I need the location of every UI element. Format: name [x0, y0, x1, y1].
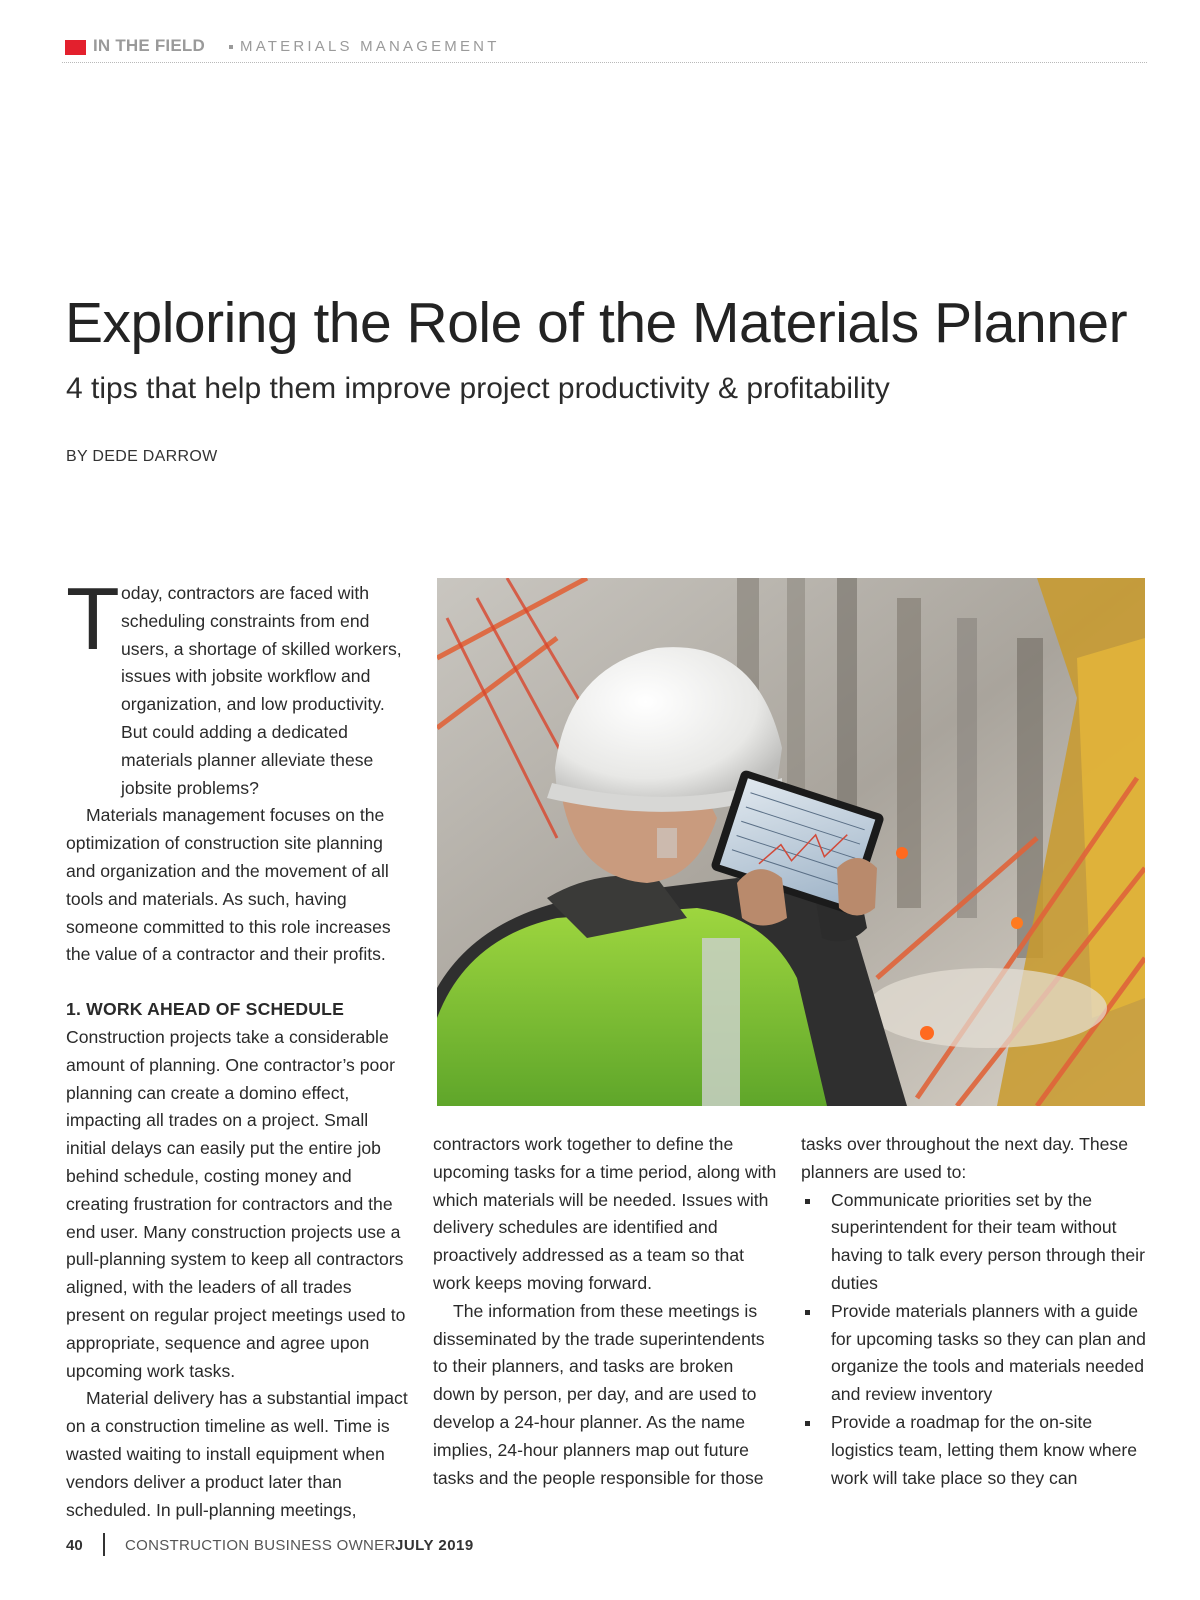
construction-worker-photo: [437, 578, 1145, 1106]
section-label: IN THE FIELD: [93, 36, 205, 55]
publication-name: CONSTRUCTION BUSINESS OWNER: [125, 1537, 396, 1554]
subsection-label: MATERIALS MANAGEMENT: [240, 38, 500, 55]
paragraph: Materials management focuses on the optimization of construction site planning and organization and the movement of all tools and materials. As such, having someone committed to this role increases the value of a contractor and their profits.: [66, 805, 391, 965]
issue-date: JULY 2019: [395, 1537, 474, 1554]
header-dotted-rule: [62, 62, 1147, 63]
bullet-icon: [805, 1199, 810, 1204]
section-marker-square: [65, 40, 86, 55]
intro-paragraph: [66, 569, 411, 802]
paragraph: tasks over throughout the next day. These planners are used to:: [801, 1134, 1128, 1182]
article-subtitle: 4 tips that help them improve project productivity & profitability: [66, 372, 890, 405]
page-number: 40: [66, 1537, 83, 1554]
bullet-icon: [805, 1421, 810, 1426]
article-column-3: [801, 1131, 1151, 1492]
bullet-list: [801, 1187, 1151, 1493]
paragraph: The information from these meetings is disseminated by the trade superintendents to their planners, and tasks are broken down by person, per day, and are used to develop a 24-hour planner. As the name implies, 24-hour planners map out future tasks and the people responsible for those: [433, 1300, 765, 1488]
list-item: Communicate priorities set by the superintendent for their team without having to talk every person through their duties: [801, 1187, 1151, 1298]
footer-divider: [103, 1533, 105, 1556]
intro-text: oday, contractors are faced with scheduling constraints from end users, a shortage of skilled workers, issues with jobsite workflow and organization, and low productivity. But could adding a dedicated materials planner alleviate these jobsite problems?: [121, 583, 402, 798]
paragraph: Construction projects take a considerable amount of planning. One contractor’s poor planning can create a domino effect, impacting all trades on a project. Small initial delays can easily put the entire job behind schedule, costing money and creating frustration for contractors and the end user. Many construction projects use a pull-planning system to keep all contractors aligned, with the leaders of all trades present on regular project meetings used to appropriate, sequence and agree upon upcoming work tasks.: [66, 1026, 406, 1381]
article-title: Exploring the Role of the Materials Planner: [65, 291, 1128, 355]
bullet-icon: [805, 1310, 810, 1315]
section-separator-bullet: [229, 45, 233, 49]
article-column-2: [433, 1131, 778, 1492]
section-header: [65, 35, 1145, 65]
paragraph: contractors work together to define the upcoming tasks for a time period, along with which materials will be needed. Issues with delivery schedules are identified and proactively addressed as a team so that work keeps moving forward.: [433, 1134, 777, 1293]
list-item: Provide materials planners with a guide for upcoming tasks so they can plan and organize the tools and materials needed and review inventory: [801, 1298, 1151, 1409]
list-item: Provide a roadmap for the on-site logistics team, letting them know where work will take place so they can: [801, 1409, 1151, 1492]
article-byline: BY DEDE DARROW: [66, 448, 218, 465]
drop-cap: T: [66, 569, 120, 668]
section-subhead: 1. WORK AHEAD OF SCHEDULE: [66, 999, 345, 1020]
article-column-1: [66, 569, 411, 1524]
page-footer: [66, 1533, 666, 1563]
paragraph: Material delivery has a substantial impact on a construction timeline as well. Time is wasted waiting to install equipment when vendors deliver a product later than scheduled. In pull-planning meetings,: [66, 1388, 408, 1520]
